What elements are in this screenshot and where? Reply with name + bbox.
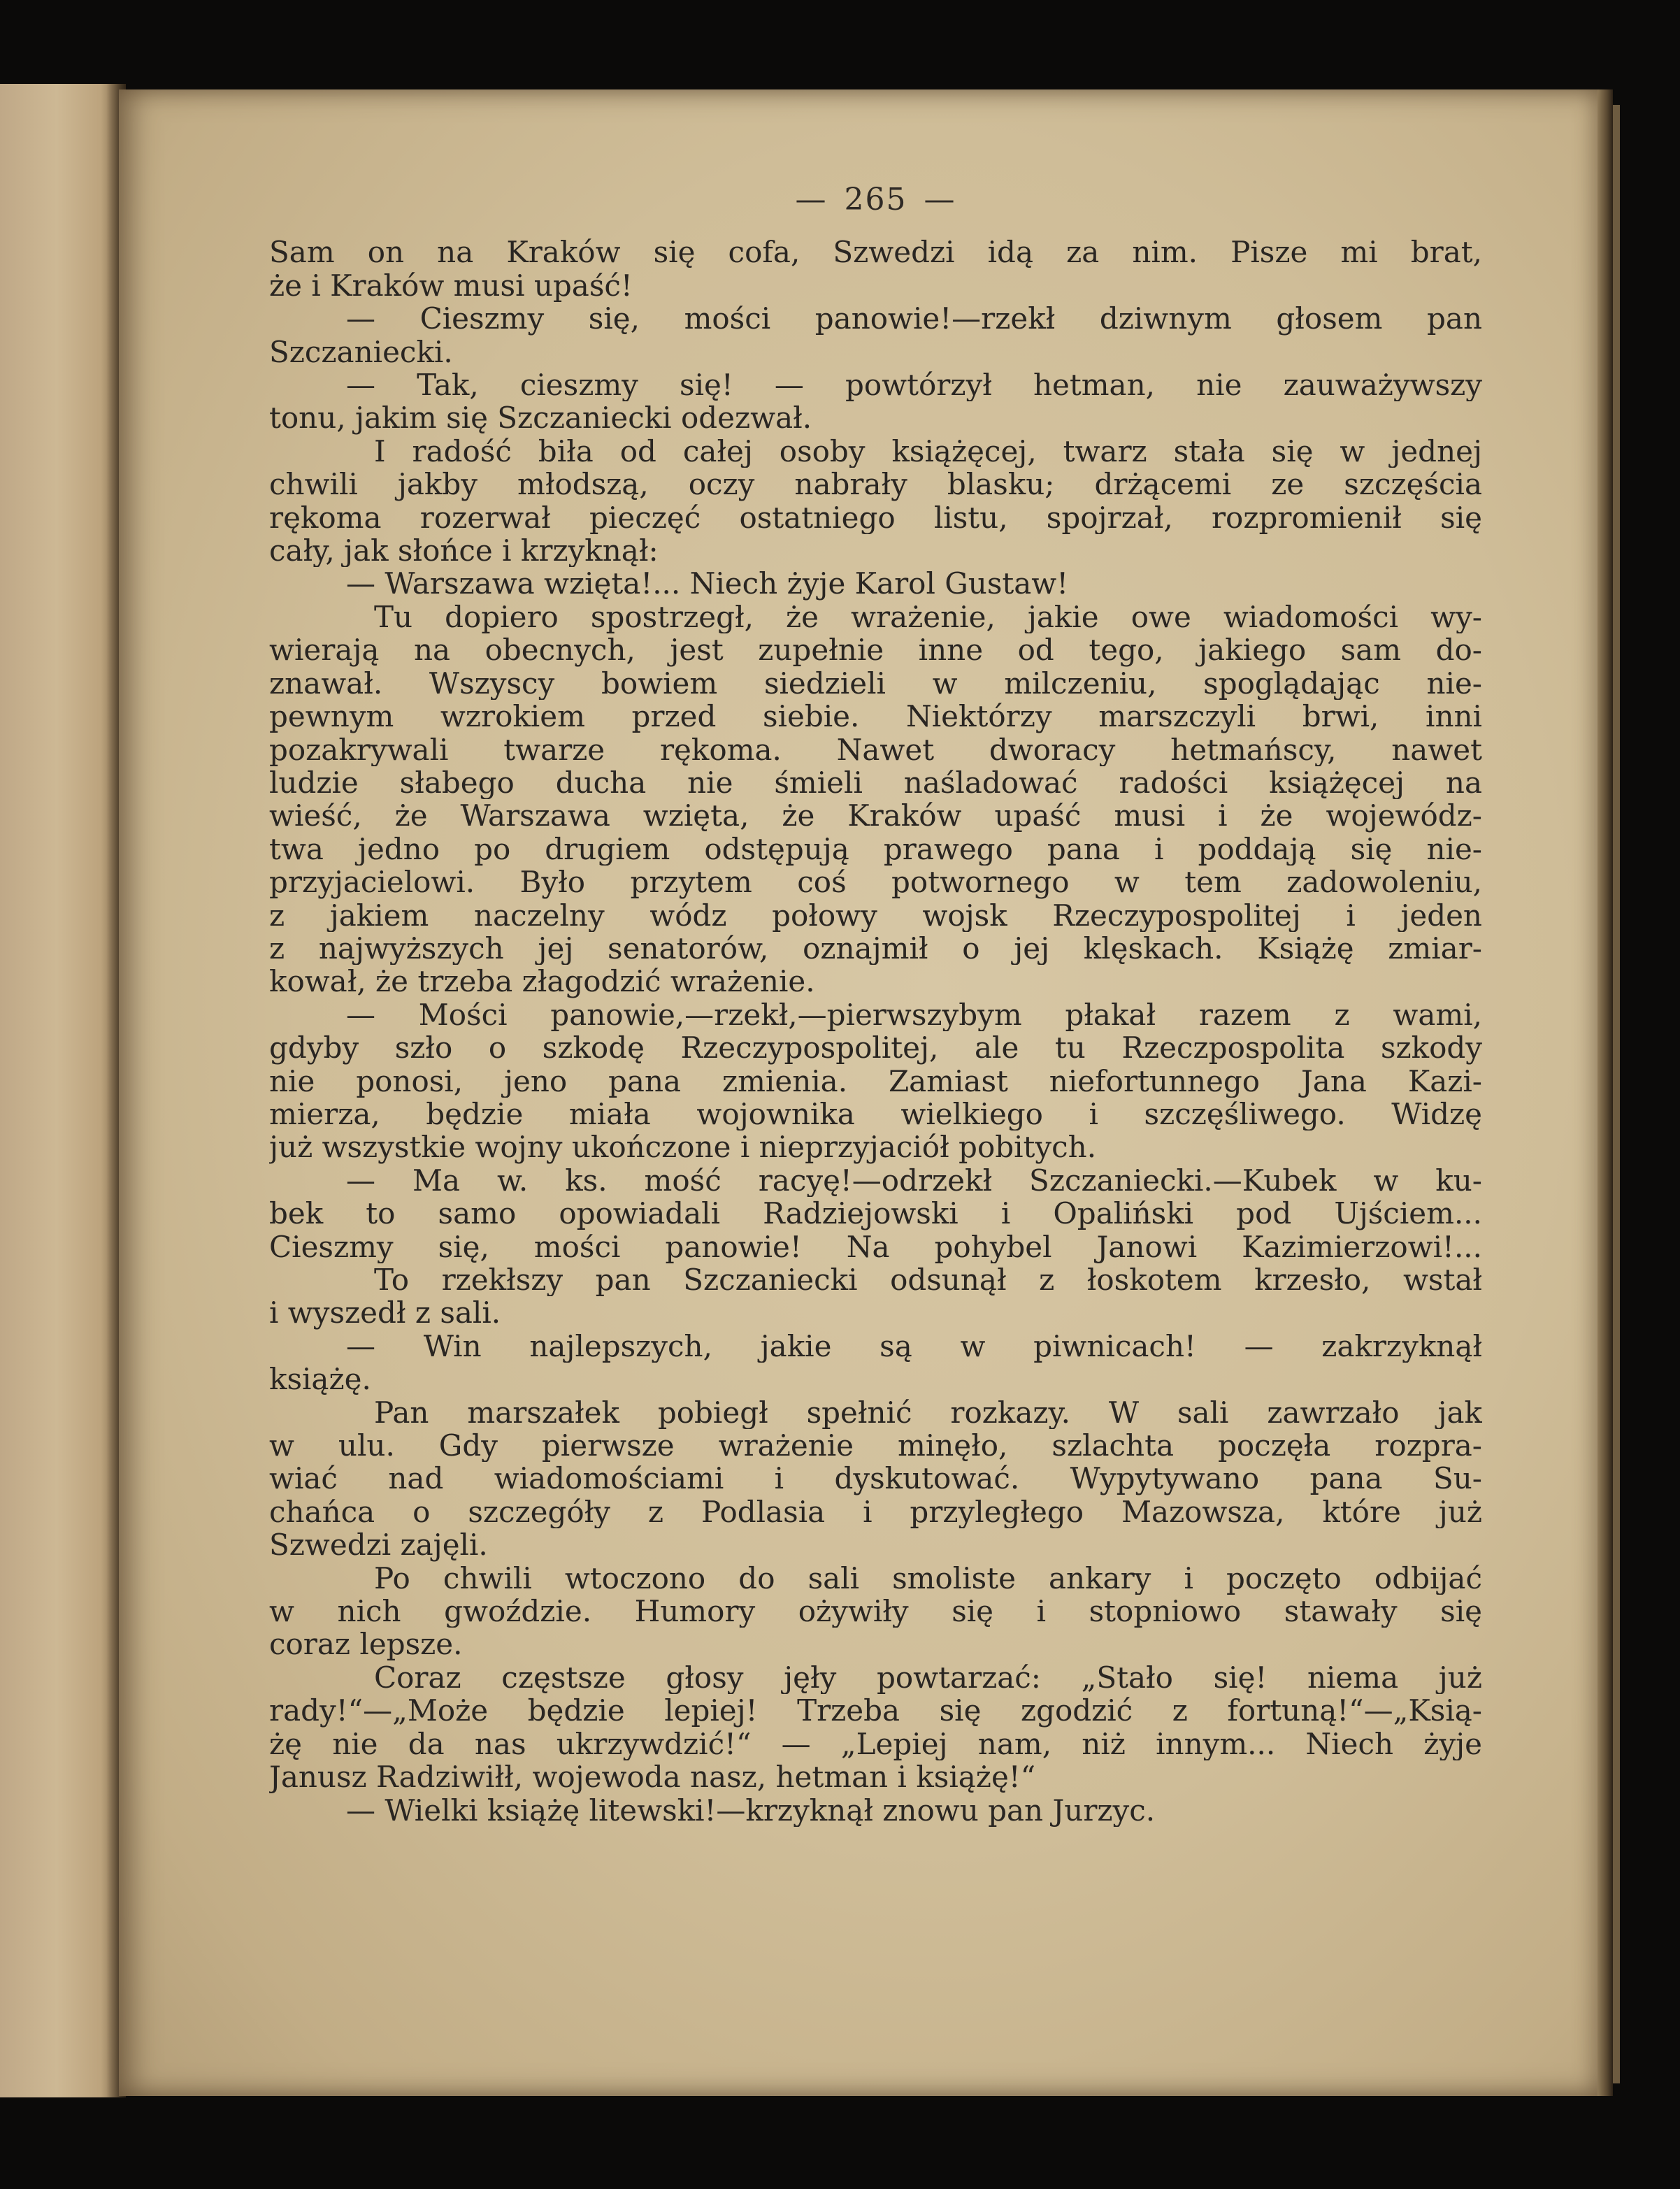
page-header <box>269 183 1482 216</box>
text-line: — Cieszmy się, mości panowie!—rzekł dziwnym głosem pan <box>346 302 1482 336</box>
text-line: — Tak, cieszmy się! — powtórzył hetman, nie zauważywszy <box>346 368 1482 402</box>
text-line: Janusz Radziwiłł, wojewoda nasz, hetman i książę!“ <box>269 1760 1036 1794</box>
header-dash-left: — <box>795 182 828 217</box>
text-line: żę nie da nas ukrzywdzić!“ — „Lepiej nam, niż innym... Niech żyje <box>269 1727 1482 1761</box>
text-line: z najwyższych jej senatorów, oznajmił o jej klęskach. Książę zmiar- <box>269 931 1482 966</box>
text-line: Sam on na Kraków się cofa, Szwedzi idą za nim. Pisze mi brat, <box>269 236 1482 269</box>
text-line: z jakiem naczelny wódz połowy wojsk Rzeczypospolitej i jeden <box>269 898 1482 932</box>
text-line: — Win najlepszych, jakie są w piwnicach! — zakrzyknął <box>346 1329 1482 1363</box>
text-line: wierają na obecnych, jest zupełnie inne od tego, jakiego sam do- <box>269 633 1482 667</box>
text-line: chwili jakby młodszą, oczy nabrały blasku; drżącemi ze szczęścia <box>269 468 1482 501</box>
text-line: rękoma rozerwał pieczęć ostatniego listu, spojrzał, rozpromienił się <box>269 501 1482 535</box>
text-line: pozakrywali twarze rękoma. Nawet dworacy hetmańscy, nawet <box>269 733 1482 766</box>
text-line: wieść, że Warszawa wzięta, że Kraków upaść musi i że wojewódz- <box>269 799 1482 833</box>
text-line: — Wielki książę litewski!—krzyknął znowu pan Jurzyc. <box>346 1793 1156 1827</box>
text-line: twa jedno po drugiem odstępują prawego pana i poddają się nie- <box>269 832 1482 866</box>
text-line: rady!“—„Może będzie lepiej! Trzeba się zgodzić z fortuną!“—„Ksią- <box>269 1694 1482 1728</box>
text-line: tonu, jakim się Szczaniecki odezwał. <box>269 401 812 435</box>
text-line: przyjacielowi. Było przytem coś potwornego w tem zadowoleniu, <box>269 866 1482 899</box>
text-line: — Ma w. ks. mość racyę!—odrzekł Szczaniecki.—Kubek w ku- <box>346 1163 1482 1198</box>
text-line: że i Kraków musi upaść! <box>269 268 633 303</box>
text-line: — Mości panowie,—rzekł,—pierwszybym płakał razem z wami, <box>346 998 1482 1032</box>
text-line: coraz lepsze. <box>269 1628 463 1661</box>
page-text <box>269 183 1482 1827</box>
text-line: już wszystkie wojny ukończone i nieprzyjaciół pobitych. <box>269 1131 1097 1164</box>
text-line: znawał. Wszyscy bowiem siedzieli w milczeniu, spoglądając nie- <box>269 666 1482 701</box>
text-line: Tu dopiero spostrzegł, że wrażenie, jakie owe wiadomości wy- <box>374 600 1482 634</box>
cover-edge <box>1613 105 1620 2083</box>
text-line: Szwedzi zajęli. <box>269 1528 488 1562</box>
text-line: i wyszedł z sali. <box>269 1296 501 1330</box>
text-line: Szczaniecki. <box>269 335 453 369</box>
text-line: nie ponosi, jeno pana zmienia. Zamiast niefortunnego Jana Kazi- <box>269 1064 1482 1098</box>
text-line: pewnym wzrokiem przed siebie. Niektórzy marszczyli brwi, inni <box>269 700 1482 733</box>
text-line: w ulu. Gdy pierwsze wrażenie minęło, szlachta poczęła rozpra- <box>269 1429 1482 1463</box>
text-line: Coraz częstsze głosy jęły powtarzać: „Stało się! niema już <box>374 1660 1482 1695</box>
text-line: chańca o szczegóły z Podlasia i przyległego Mazowsza, które już <box>269 1495 1482 1529</box>
header-dash-right: — <box>924 182 956 217</box>
text-line: ludzie słabego ducha nie śmieli naśladować radości książęcej na <box>269 766 1482 800</box>
text-line: kował, że trzeba złagodzić wrażenie. <box>269 965 815 998</box>
page-number: 265 <box>844 182 907 217</box>
text-line: To rzekłszy pan Szczaniecki odsunął z łoskotem krzesło, wstał <box>374 1263 1482 1297</box>
text-line: I radość biła od całej osoby książęcej, twarz stała się w jednej <box>374 434 1482 468</box>
text-line: w nich gwoździe. Humory ożywiły się i stopniowo stawały się <box>269 1595 1482 1628</box>
previous-page-edge <box>0 84 126 2097</box>
text-line: wiać nad wiadomościami i dyskutować. Wypytywano pana Su- <box>269 1462 1482 1495</box>
text-line: Pan marszałek pobiegł spełnić rozkazy. W sali zawrzało jak <box>374 1395 1482 1430</box>
text-line: — Warszawa wzięta!... Niech żyje Karol Gustaw! <box>346 567 1069 601</box>
text-lines <box>269 236 1482 1827</box>
text-line: gdyby szło o szkodę Rzeczypospolitej, ale tu Rzeczpospolita szkody <box>269 1031 1482 1065</box>
text-line: Cieszmy się, mości panowie! Na pohybel Janowi Kazimierzowi!... <box>269 1230 1482 1263</box>
text-line: bek to samo opowiadali Radziejowski i Opaliński pod Ujściem... <box>269 1197 1482 1230</box>
text-line: książę. <box>269 1363 371 1396</box>
page-stack-edge <box>1598 89 1613 2096</box>
text-line: cały, jak słońce i krzyknął: <box>269 534 659 568</box>
text-line: mierza, będzie miała wojownika wielkiego i szczęśliwego. Widzę <box>269 1097 1482 1131</box>
text-line: Po chwili wtoczono do sali smoliste ankary i poczęto odbijać <box>374 1561 1482 1595</box>
